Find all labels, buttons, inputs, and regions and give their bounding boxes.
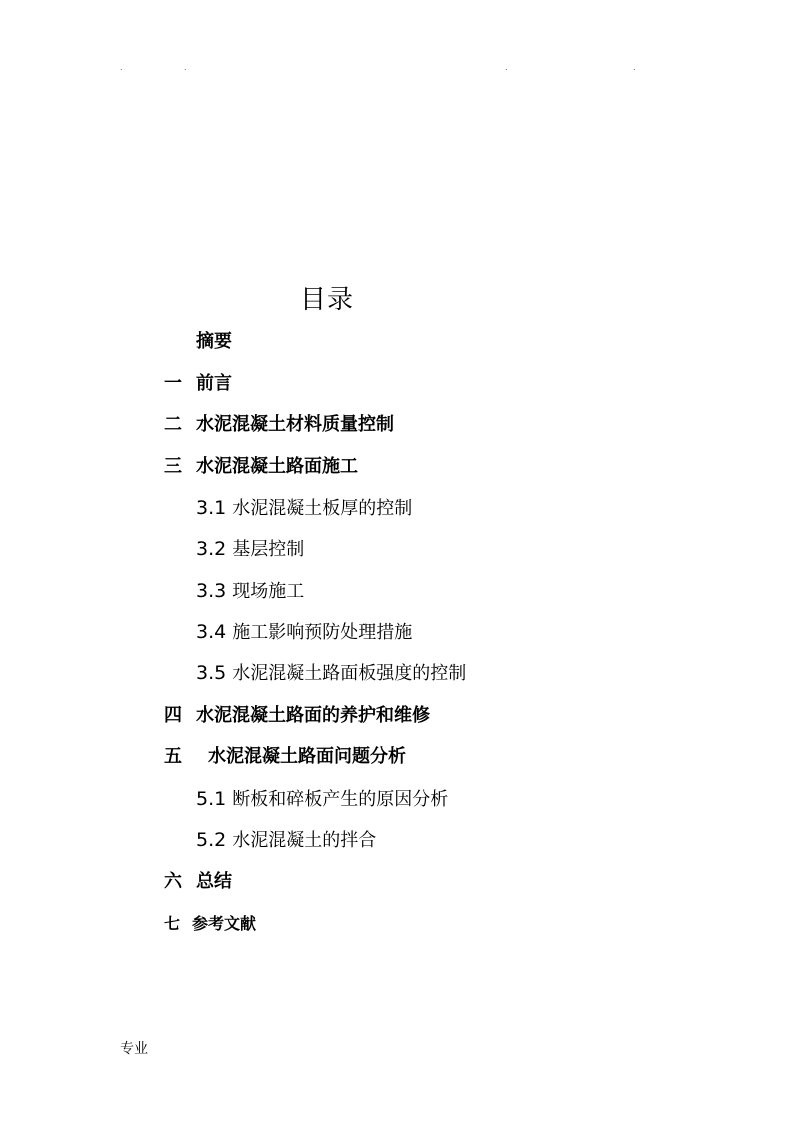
toc-entry-number: 3.3: [196, 580, 227, 602]
toc-entry: [164, 745, 406, 769]
toc-entry-text: 总结: [196, 871, 232, 892]
header-mark: .: [505, 63, 508, 72]
toc-title: 目录: [300, 285, 355, 315]
toc-entry-abstract: 摘要: [196, 331, 232, 352]
toc-entry-text: 断板和碎板产生的原因分析: [232, 789, 449, 810]
toc-entry-text: 前言: [196, 373, 232, 394]
toc-entry-number: 3.1: [196, 497, 227, 519]
toc-subentry: [196, 579, 304, 604]
header-mark: .: [120, 63, 123, 72]
toc-subentry: [196, 787, 448, 812]
toc-entry: [164, 372, 232, 396]
toc-subentry: [196, 496, 412, 521]
toc-entry-text: 水泥混凝土材料质量控制: [196, 414, 394, 435]
toc-subentry: [196, 537, 304, 562]
toc-entry-text: 基层控制: [232, 539, 305, 560]
toc-entry-text: 参考文献: [192, 914, 257, 933]
footer-text: 专业: [120, 1041, 148, 1057]
toc-subentry: [196, 828, 376, 853]
toc-entry-number: 二: [164, 414, 182, 435]
toc-entry-number: 3.2: [196, 538, 227, 560]
toc-entry-number: 一: [164, 373, 182, 394]
toc-entry-text: 施工影响预防处理措施: [232, 622, 413, 643]
toc-entry: [164, 413, 394, 437]
toc-entry-text: 水泥混凝土路面板强度的控制: [232, 663, 467, 684]
header-mark: .: [633, 63, 636, 72]
toc-entry-text: 水泥混凝土路面的养护和维修: [196, 705, 430, 726]
toc-subentry: [196, 661, 466, 686]
toc-entry: [164, 704, 430, 728]
toc-entry-number: 3.4: [196, 621, 227, 643]
toc-entry-number: 5.1: [196, 788, 227, 810]
header-mark: .: [184, 63, 187, 72]
toc-entry-number: 七: [164, 914, 181, 933]
toc-entry: [164, 870, 232, 894]
toc-entry-number: 3.5: [196, 662, 227, 684]
toc-entry: [164, 455, 358, 479]
toc-entry-number: 5.2: [196, 829, 227, 851]
toc-entry-text: 水泥混凝土的拌合: [232, 830, 377, 851]
toc-entry-text: 水泥混凝土路面施工: [196, 456, 358, 477]
toc-entry-number: 六: [164, 871, 182, 892]
toc-entry: [164, 912, 256, 936]
toc-entry-number: 四: [164, 705, 182, 726]
toc-entry-text: 水泥混凝土路面问题分析: [208, 746, 406, 767]
toc-entry-text: 水泥混凝土板厚的控制: [232, 498, 413, 519]
toc-entry-text: 现场施工: [232, 581, 305, 602]
toc-subentry: [196, 620, 412, 645]
toc-entry-number: 三: [164, 456, 182, 477]
toc-entry-number: 五: [164, 746, 182, 767]
